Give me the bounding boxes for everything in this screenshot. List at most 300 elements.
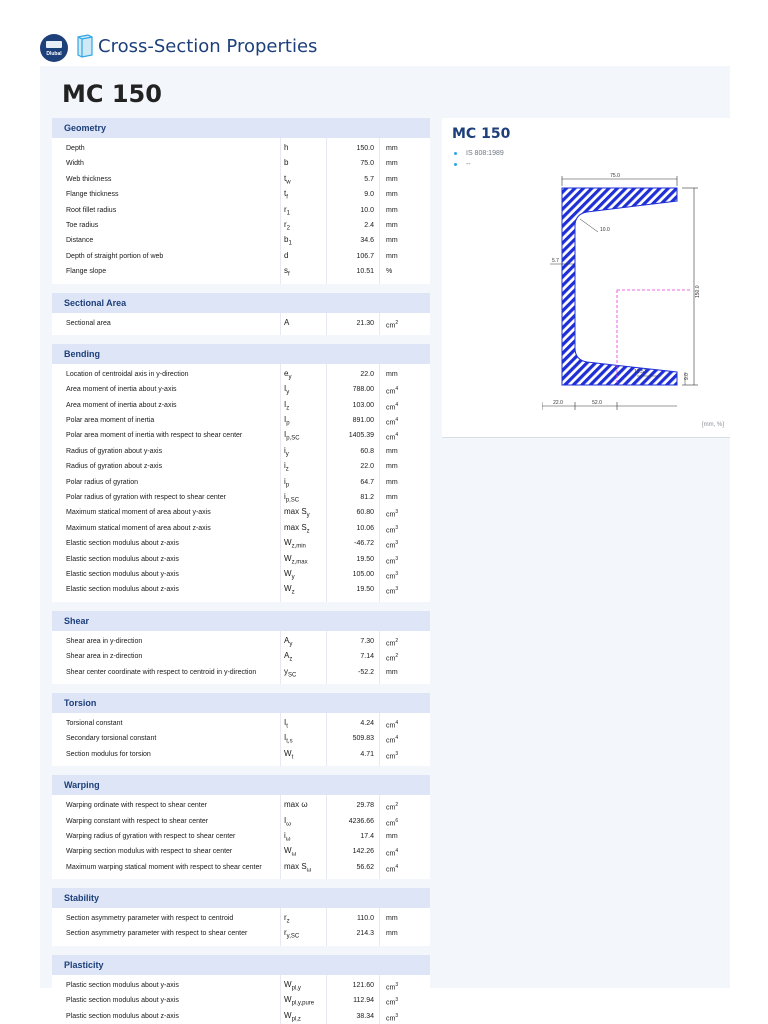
web-thickness-label: 5.7 <box>552 258 559 264</box>
symbol-subscript: z <box>306 528 310 535</box>
property-unit <box>386 540 398 549</box>
root-radius-label: 10.0 <box>600 227 610 233</box>
symbol-main: max ω <box>284 800 308 810</box>
symbol-subscript: z,max <box>291 559 308 566</box>
property-symbol <box>284 235 292 247</box>
property-value: 103.00 <box>352 401 374 409</box>
property-description: Elastic section modulus about z-axis <box>66 555 179 563</box>
symbol-main: max S <box>284 861 307 871</box>
property-description: Width <box>66 160 84 168</box>
property-unit <box>386 237 398 244</box>
unit-main: cm <box>386 588 396 596</box>
table-row <box>52 978 430 993</box>
property-description: Warping section modulus with respect to shear center <box>66 848 233 856</box>
unit-exponent: 3 <box>395 570 399 577</box>
unit-exponent: 4 <box>395 863 399 870</box>
cross-section-drawing <box>542 168 712 418</box>
property-description: Polar area moment of inertia with respect to shear center <box>66 432 243 440</box>
unit-main: mm <box>386 191 398 199</box>
section-rows <box>52 795 430 879</box>
property-value: 60.8 <box>360 447 374 455</box>
unit-main: cm <box>386 557 396 565</box>
root-radius-leader <box>580 219 598 232</box>
property-unit <box>386 509 398 518</box>
symbol-main: t <box>284 189 287 199</box>
unit-main: mm <box>386 668 398 676</box>
symbol-subscript: pl,y,pure <box>291 1000 315 1007</box>
property-unit <box>386 556 398 565</box>
property-value: 56.62 <box>356 863 374 871</box>
cross-section-icon <box>74 34 94 58</box>
symbol-main: W <box>284 979 292 989</box>
property-unit <box>386 982 398 991</box>
property-symbol <box>284 492 299 504</box>
header <box>40 32 740 64</box>
unit-exponent: 4 <box>395 401 399 408</box>
property-value: 81.2 <box>360 494 374 502</box>
property-value: 1405.39 <box>348 432 374 440</box>
property-value: 64.7 <box>360 478 374 486</box>
table-row <box>52 428 430 443</box>
property-unit <box>386 160 398 167</box>
property-description: Maximum warping statical moment with respect to shear center <box>66 863 262 871</box>
unit-exponent: 3 <box>395 524 399 531</box>
symbol-subscript: p,SC <box>286 436 300 443</box>
property-unit <box>386 802 398 811</box>
table-row <box>52 993 430 1008</box>
property-value: 150.0 <box>356 145 374 152</box>
table-row <box>52 536 430 551</box>
section-rows <box>52 713 430 766</box>
unit-main: mm <box>386 494 398 502</box>
unit-exponent: 4 <box>395 417 399 424</box>
table-row <box>52 649 430 664</box>
property-unit <box>386 371 398 378</box>
unit-main: cm <box>386 984 396 992</box>
table-row <box>52 249 430 264</box>
table-row <box>52 316 430 331</box>
unit-main: cm <box>386 419 396 427</box>
symbol-subscript: ω <box>291 851 297 858</box>
property-symbol <box>284 862 311 874</box>
property-value: 19.50 <box>356 586 374 594</box>
property-value: 38.34 <box>356 1012 374 1020</box>
table-row <box>52 413 430 428</box>
table-row <box>52 490 430 505</box>
unit-main: mm <box>386 252 398 260</box>
symbol-main: W <box>284 568 292 578</box>
unit-main: mm <box>386 478 398 486</box>
property-symbol <box>284 733 293 745</box>
section-rows <box>52 631 430 684</box>
symbol-main: e <box>284 368 289 378</box>
property-symbol <box>284 554 308 566</box>
channel-shape <box>562 188 677 385</box>
unit-main: mm <box>386 915 398 923</box>
symbol-main: I <box>284 430 287 440</box>
table-row <box>52 233 430 248</box>
unit-main: cm <box>386 655 396 663</box>
property-unit <box>386 207 398 214</box>
property-value: 4.71 <box>360 750 374 758</box>
property-symbol <box>284 369 291 381</box>
property-symbol <box>284 477 289 489</box>
section-stability <box>52 888 430 946</box>
section-bending <box>52 344 430 602</box>
property-description: Radius of gyration about z-axis <box>66 463 163 471</box>
property-unit <box>386 720 398 729</box>
property-value: 22.0 <box>360 370 374 378</box>
section-torsion <box>52 693 430 766</box>
unit-exponent: 2 <box>395 319 399 326</box>
property-symbol <box>284 1011 301 1023</box>
page-title: MC 150 <box>62 80 162 108</box>
property-description: Web thickness <box>66 175 112 183</box>
property-description: Plastic section modulus about y-axis <box>66 997 179 1005</box>
section-title: Bending <box>52 344 430 364</box>
property-symbol <box>284 749 293 761</box>
property-symbol <box>284 667 296 679</box>
table-row <box>52 552 430 567</box>
unit-exponent: 3 <box>395 555 399 562</box>
property-description: Warping ordinate with respect to shear center <box>66 802 207 810</box>
property-symbol <box>284 523 310 535</box>
property-symbol <box>284 651 292 663</box>
section-preview-card <box>442 118 730 438</box>
property-description: Area moment of inertia about y-axis <box>66 386 177 394</box>
unit-exponent: 2 <box>395 802 399 809</box>
property-description: Elastic section modulus about y-axis <box>66 570 179 578</box>
property-description: Secondary torsional constant <box>66 735 157 743</box>
symbol-subscript: y,SC <box>286 934 300 941</box>
property-value: 142.26 <box>352 848 374 856</box>
property-unit <box>386 653 398 662</box>
height-dim-label: 150.0 <box>695 285 701 298</box>
table-row <box>52 731 430 746</box>
unit-exponent: 3 <box>395 981 399 988</box>
property-symbol <box>284 538 306 550</box>
symbol-subscript: z <box>289 656 293 663</box>
symbol-subscript: y <box>286 389 290 396</box>
property-value: 110.0 <box>357 915 374 923</box>
symbol-main: r <box>284 928 287 938</box>
symbol-subscript: pl,z <box>291 1016 301 1023</box>
property-symbol <box>284 400 289 412</box>
unit-exponent: 4 <box>395 848 399 855</box>
unit-main: cm <box>386 804 396 812</box>
symbol-subscript: z <box>286 918 290 925</box>
unit-main: cm <box>386 573 396 581</box>
property-unit <box>386 479 398 486</box>
property-description: Location of centroidal axis in y-direction <box>66 370 189 378</box>
symbol-main: A <box>284 651 290 661</box>
section-rows <box>52 908 430 946</box>
property-unit <box>386 997 398 1006</box>
property-value: 19.50 <box>356 555 374 563</box>
preview-bullet: IS 808:1989 <box>454 148 504 159</box>
table-row <box>52 218 430 233</box>
symbol-subscript: z,min <box>291 543 306 550</box>
symbol-main: W <box>284 846 292 856</box>
property-value: 29.78 <box>356 802 374 810</box>
property-symbol <box>284 384 289 396</box>
property-value: 121.60 <box>352 981 374 989</box>
property-description: Flange thickness <box>66 191 119 199</box>
property-unit <box>386 833 398 840</box>
property-value: 788.00 <box>352 386 374 394</box>
symbol-main: t <box>284 173 287 183</box>
section-title: Shear <box>52 611 430 631</box>
symbol-main: i <box>284 476 286 486</box>
property-description: Section modulus for torsion <box>66 750 151 758</box>
property-symbol <box>284 461 289 473</box>
property-value: 7.14 <box>360 653 374 661</box>
table-row <box>52 521 430 536</box>
property-unit <box>386 494 398 501</box>
property-description: Elastic section modulus about z-axis <box>66 540 179 548</box>
app-title: Cross-Section Properties <box>98 36 318 57</box>
table-row <box>52 716 430 731</box>
property-symbol <box>284 980 301 992</box>
property-description: Radius of gyration about y-axis <box>66 447 163 455</box>
unit-main: % <box>386 268 393 276</box>
property-description: Polar radius of gyration with respect to shear center <box>66 494 226 502</box>
table-row <box>52 798 430 813</box>
symbol-subscript: f <box>288 271 290 278</box>
property-symbol <box>284 174 291 186</box>
property-description: Elastic section modulus about z-axis <box>66 586 179 594</box>
property-unit <box>386 586 398 595</box>
unit-main: cm <box>386 388 396 396</box>
property-description: Shear area in y-direction <box>66 637 143 645</box>
section-sectional-area <box>52 293 430 335</box>
unit-main: cm <box>386 527 396 535</box>
section-rows <box>52 975 430 1024</box>
preview-title: MC 150 <box>452 126 511 142</box>
symbol-main: A <box>284 317 290 327</box>
table-row <box>52 505 430 520</box>
unit-main: mm <box>386 930 398 938</box>
property-symbol <box>284 430 300 442</box>
table-row <box>52 398 430 413</box>
property-value: 4236.66 <box>348 817 374 825</box>
symbol-main: W <box>284 538 292 548</box>
property-value: 34.6 <box>360 237 374 245</box>
property-value: 75.0 <box>360 160 374 168</box>
property-symbol <box>284 913 290 925</box>
property-symbol <box>284 846 296 858</box>
symbol-subscript: y <box>291 574 295 581</box>
symbol-subscript: t,s <box>286 738 293 745</box>
symbol-main: s <box>284 266 288 276</box>
symbol-subscript: y <box>289 641 293 648</box>
property-description: Torsional constant <box>66 719 123 727</box>
symbol-main: W <box>284 1010 292 1020</box>
property-description: Shear area in z-direction <box>66 653 143 661</box>
property-unit <box>386 268 392 275</box>
symbol-subscript: 1 <box>288 240 292 247</box>
symbol-main: W <box>284 584 292 594</box>
property-description: Area moment of inertia about z-axis <box>66 401 177 409</box>
dlubal-logo: Dlubal <box>40 34 68 62</box>
property-description: Section asymmetry parameter with respect to shear center <box>66 930 248 938</box>
unit-exponent: 3 <box>395 750 399 757</box>
section-title: Geometry <box>52 118 430 138</box>
symbol-main: I <box>284 415 287 425</box>
ey-dim-label: 22.0 <box>553 400 563 406</box>
section-rows <box>52 313 430 335</box>
symbol-main: r <box>284 219 287 229</box>
property-symbol <box>284 584 295 596</box>
symbol-subscript: z <box>286 405 290 412</box>
symbol-main: i <box>284 445 286 455</box>
property-unit <box>386 448 398 455</box>
unit-main: cm <box>386 866 396 873</box>
table-row <box>52 203 430 218</box>
section-plasticity <box>52 955 430 1024</box>
section-rows <box>52 364 430 602</box>
table-row <box>52 665 430 680</box>
property-unit <box>386 402 398 411</box>
property-value: -46.72 <box>354 540 374 548</box>
table-row <box>52 1009 430 1024</box>
table-row <box>52 747 430 762</box>
unit-main: mm <box>386 221 398 229</box>
table-row <box>52 367 430 382</box>
property-description: Maximum statical moment of area about y-axis <box>66 509 211 517</box>
unit-main: mm <box>386 145 398 152</box>
symbol-subscript: p <box>286 420 290 427</box>
unit-exponent: 2 <box>395 653 399 660</box>
symbol-subscript: 1 <box>286 210 291 217</box>
property-unit <box>386 222 398 229</box>
section-title: Stability <box>52 888 430 908</box>
section-geometry <box>52 118 430 284</box>
property-unit <box>386 930 398 937</box>
sc-dim-label: 52.0 <box>592 400 602 406</box>
symbol-subscript: w <box>286 179 291 186</box>
property-unit <box>386 191 398 198</box>
table-row <box>52 475 430 490</box>
property-symbol <box>284 220 290 232</box>
property-value: 105.00 <box>352 570 374 578</box>
property-value: 9.0 <box>364 191 374 199</box>
symbol-subscript: p,SC <box>285 497 300 504</box>
property-description: Plastic section modulus about z-axis <box>66 1012 179 1020</box>
properties-table <box>52 118 430 1024</box>
property-unit <box>386 1013 398 1022</box>
symbol-main: max S <box>284 507 307 517</box>
property-value: 21.30 <box>356 319 374 327</box>
unit-main: cm <box>386 434 396 442</box>
section-title: Warping <box>52 775 430 795</box>
property-symbol <box>284 158 288 167</box>
unit-exponent: 4 <box>395 719 399 726</box>
property-value: -52.2 <box>358 668 374 676</box>
symbol-main: A <box>284 635 290 645</box>
property-description: Warping radius of gyration with respect to shear center <box>66 832 236 840</box>
table-row <box>52 926 430 941</box>
symbol-main: I <box>284 399 287 409</box>
unit-main: cm <box>386 819 396 827</box>
main-panel <box>40 66 730 1023</box>
table-row <box>52 264 430 279</box>
section-warping <box>52 775 430 879</box>
units-note: [mm, %] <box>702 422 724 428</box>
unit-main: cm <box>386 404 396 412</box>
symbol-main: I <box>284 717 287 727</box>
property-symbol <box>284 816 291 828</box>
property-description: Distance <box>66 237 94 245</box>
property-value: 5.7 <box>364 175 374 183</box>
section-title: Torsion <box>52 693 430 713</box>
property-unit <box>386 864 398 873</box>
property-description: Polar radius of gyration <box>66 478 138 486</box>
unit-main: mm <box>386 206 398 214</box>
symbol-main: y <box>284 666 288 676</box>
symbol-main: max S <box>284 522 307 532</box>
unit-main: cm <box>386 737 396 745</box>
symbol-subscript: ω <box>306 867 312 874</box>
property-symbol <box>284 995 314 1007</box>
symbol-subscript: t <box>291 754 294 761</box>
unit-main: mm <box>386 370 398 378</box>
unit-main: mm <box>386 175 398 183</box>
property-symbol <box>284 718 288 730</box>
property-unit <box>386 525 398 534</box>
property-symbol <box>284 507 310 519</box>
symbol-main: i <box>284 830 286 840</box>
property-unit <box>386 571 398 580</box>
unit-exponent: 2 <box>395 637 399 644</box>
property-symbol <box>284 928 299 940</box>
table-row <box>52 382 430 397</box>
symbol-main: W <box>284 995 292 1005</box>
table-row <box>52 567 430 582</box>
unit-main: cm <box>386 511 396 519</box>
property-value: 891.00 <box>352 417 374 425</box>
property-unit <box>386 417 398 426</box>
table-row <box>52 814 430 829</box>
symbol-subscript: p <box>285 482 290 489</box>
symbol-subscript: y <box>306 513 310 520</box>
symbol-main: d <box>284 250 289 260</box>
width-dim-label: 75.0 <box>610 173 620 179</box>
unit-exponent: 4 <box>395 735 399 742</box>
property-symbol <box>284 831 290 843</box>
property-value: 10.0 <box>360 206 374 214</box>
property-description: Sectional area <box>66 319 111 327</box>
property-symbol <box>284 569 295 581</box>
property-unit <box>386 176 398 183</box>
section-title: Plasticity <box>52 955 430 975</box>
unit-main: mm <box>386 160 398 168</box>
property-description: Maximum statical moment of area about z-axis <box>66 524 211 532</box>
table-row <box>52 459 430 474</box>
unit-main: cm <box>386 753 396 761</box>
symbol-subscript: f <box>286 194 288 201</box>
property-unit <box>386 432 398 441</box>
table-row <box>52 844 430 859</box>
table-row <box>52 829 430 844</box>
unit-main: cm <box>386 321 396 329</box>
property-value: 4.24 <box>360 719 374 727</box>
unit-main: mm <box>386 832 398 840</box>
property-symbol <box>284 189 288 201</box>
unit-main: cm <box>386 722 396 730</box>
property-value: 106.7 <box>356 252 374 260</box>
property-unit <box>386 669 398 676</box>
